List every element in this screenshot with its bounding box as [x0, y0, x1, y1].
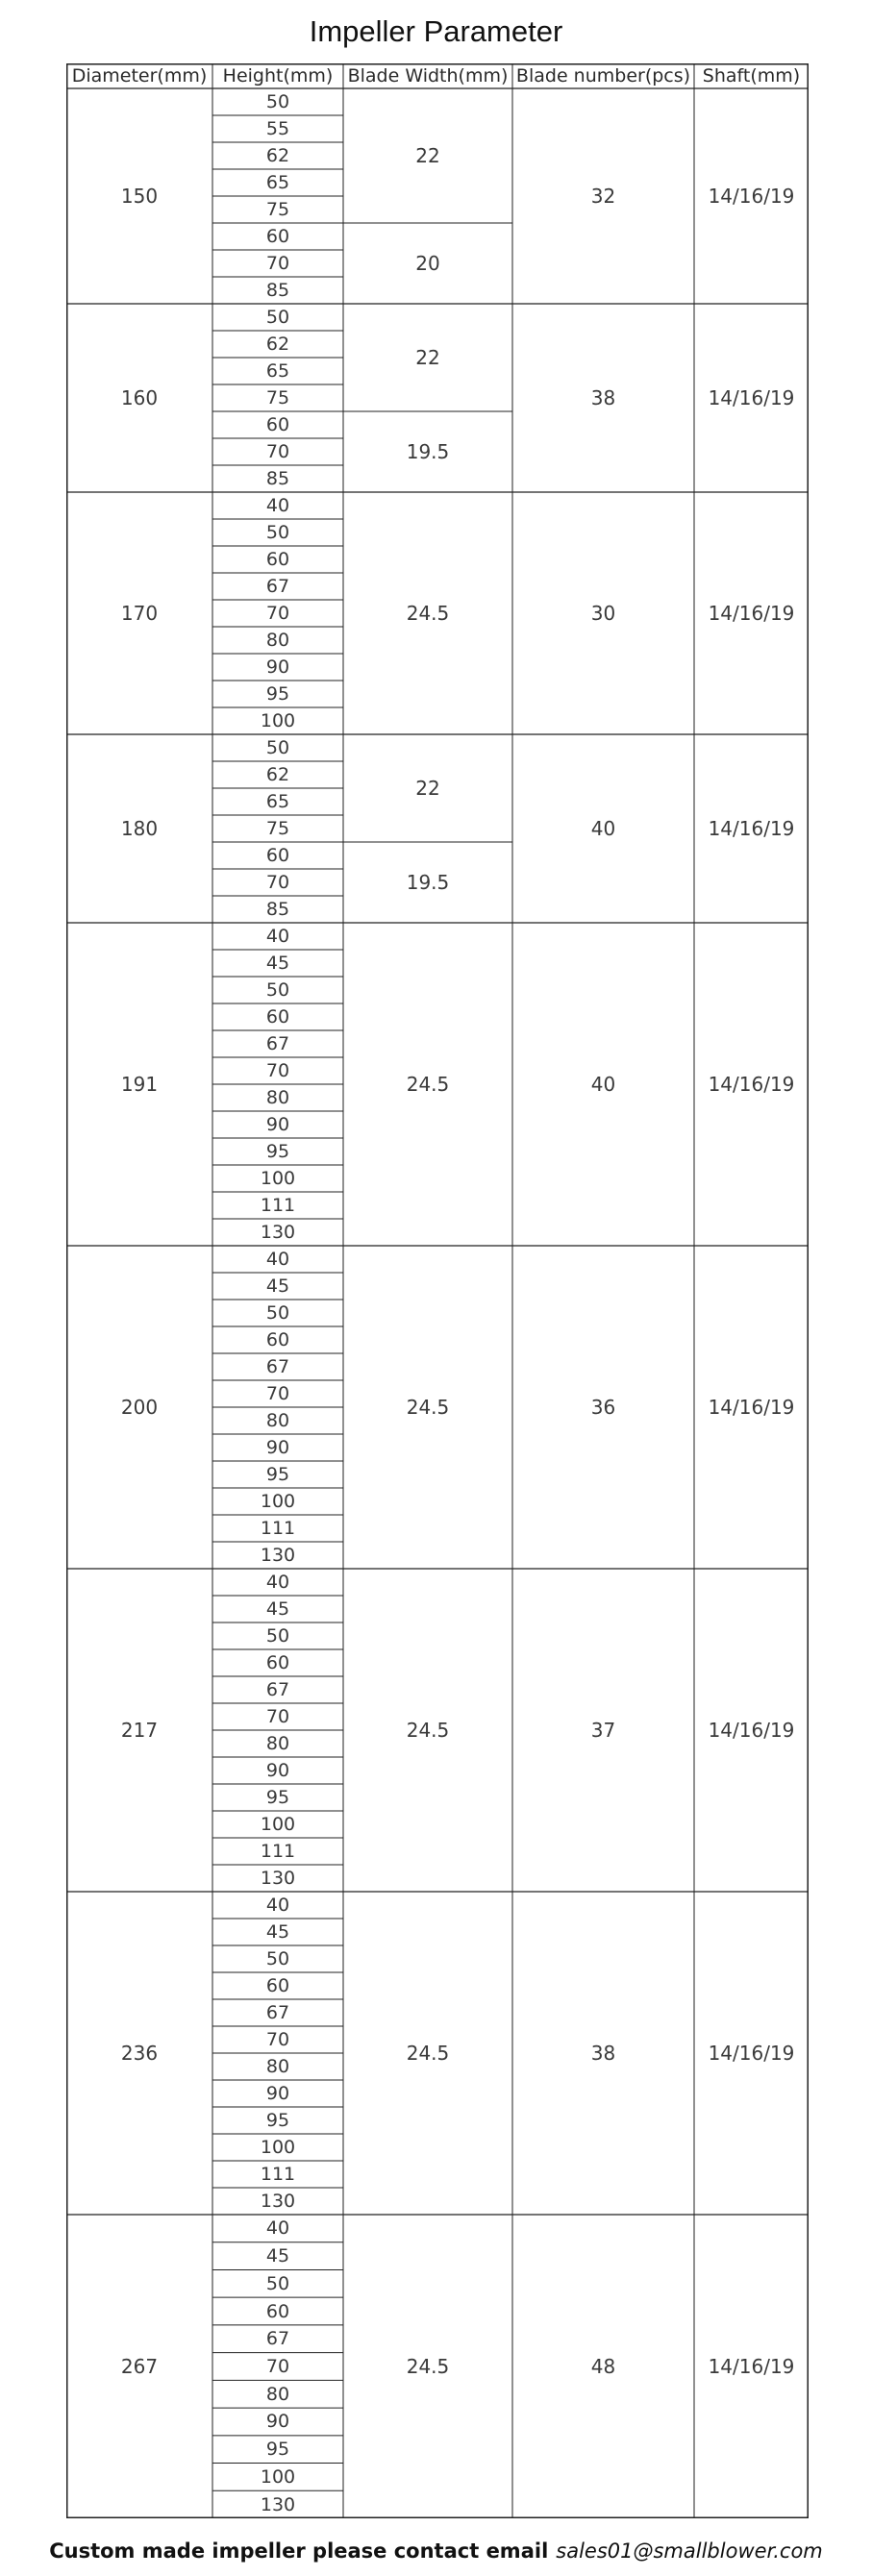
header-blade-number: Blade number(pcs) — [515, 65, 691, 87]
height-cell: 62 — [265, 764, 290, 785]
height-cell: 50 — [265, 737, 290, 758]
blade-number-cell: 37 — [590, 1719, 616, 1742]
height-cell: 50 — [265, 1302, 290, 1324]
height-cell: 75 — [265, 199, 290, 220]
blade-number-cell: 48 — [590, 2355, 616, 2378]
height-cell: 67 — [265, 1356, 290, 1377]
height-cell: 95 — [265, 1141, 290, 1162]
shaft-cell: 14/16/19 — [708, 2042, 795, 2065]
height-cell: 40 — [265, 2217, 290, 2240]
height-cell: 80 — [265, 2056, 290, 2077]
header-blade-width: Blade Width(mm) — [347, 65, 509, 87]
height-cell: 45 — [265, 953, 290, 974]
shaft-cell: 14/16/19 — [708, 386, 795, 409]
height-cell: 100 — [260, 2465, 296, 2488]
height-cell: 75 — [265, 387, 290, 409]
header-height: Height(mm) — [222, 65, 334, 87]
contact-email-link[interactable]: sales01@smallblower.com — [556, 2539, 823, 2563]
height-cell: 70 — [265, 1383, 290, 1404]
height-cell: 70 — [265, 253, 290, 274]
height-cell: 90 — [265, 656, 290, 678]
shaft-cell: 14/16/19 — [708, 2355, 795, 2378]
height-cell: 95 — [265, 683, 290, 705]
diameter-cell: 180 — [120, 817, 159, 840]
height-cell: 85 — [265, 280, 290, 301]
height-cell: 80 — [265, 1087, 290, 1108]
header-shaft: Shaft(mm) — [702, 65, 801, 87]
blade-width-cell: 22 — [415, 777, 440, 800]
blade-number-cell: 38 — [590, 2042, 616, 2065]
height-cell: 60 — [265, 1652, 290, 1673]
diameter-cell: 200 — [120, 1396, 159, 1419]
height-cell: 130 — [260, 1868, 296, 1889]
height-cell: 90 — [265, 2083, 290, 2104]
height-cell: 70 — [265, 441, 290, 462]
height-cell: 80 — [265, 1410, 290, 1431]
height-cell: 50 — [265, 307, 290, 328]
blade-width-cell: 24.5 — [406, 1719, 450, 1742]
height-cell: 70 — [265, 603, 290, 624]
height-cell: 90 — [265, 1114, 290, 1135]
blade-width-cell: 19.5 — [406, 871, 450, 894]
blade-width-cell: 24.5 — [406, 2355, 450, 2378]
page-title: Impeller Parameter — [309, 14, 563, 48]
height-cell: 50 — [265, 2272, 290, 2294]
height-cell: 70 — [265, 2355, 290, 2377]
header-diameter: Diameter(mm) — [71, 65, 208, 87]
blade-number-cell: 40 — [590, 817, 616, 840]
footer-contact — [0, 2532, 872, 2570]
shaft-cell: 14/16/19 — [708, 817, 795, 840]
blade-width-cell: 24.5 — [406, 2042, 450, 2065]
height-cell: 111 — [260, 2164, 296, 2185]
height-cell: 40 — [265, 1249, 290, 1270]
height-cell: 55 — [265, 118, 290, 139]
footer-text: Custom made impeller please contact email — [49, 2539, 549, 2563]
height-cell: 60 — [265, 414, 290, 435]
height-cell: 100 — [260, 2137, 296, 2158]
height-cell: 50 — [265, 1948, 290, 1969]
height-cell: 60 — [265, 226, 290, 247]
height-cell: 70 — [265, 2029, 290, 2050]
diameter-cell: 160 — [120, 386, 159, 409]
height-cell: 95 — [265, 2439, 290, 2461]
height-cell: 100 — [260, 1491, 296, 1512]
height-cell: 67 — [265, 1033, 290, 1054]
blade-width-cell: 20 — [415, 252, 440, 275]
height-cell: 60 — [265, 845, 290, 866]
height-cell: 50 — [265, 91, 290, 112]
height-cell: 85 — [265, 468, 290, 489]
shaft-cell: 14/16/19 — [708, 1073, 795, 1096]
height-cell: 90 — [265, 1760, 290, 1781]
height-cell: 40 — [265, 1895, 290, 1916]
height-cell: 130 — [260, 1222, 296, 1243]
height-cell: 45 — [265, 1276, 290, 1297]
shaft-cell: 14/16/19 — [708, 185, 795, 208]
height-cell: 100 — [260, 1814, 296, 1835]
shaft-cell: 14/16/19 — [708, 1719, 795, 1742]
height-cell: 50 — [265, 522, 290, 543]
height-cell: 80 — [265, 1733, 290, 1754]
height-cell: 80 — [265, 630, 290, 651]
height-cell: 111 — [260, 1841, 296, 1862]
blade-number-cell: 30 — [590, 602, 616, 625]
height-cell: 75 — [265, 818, 290, 839]
blade-width-cell: 24.5 — [406, 602, 450, 625]
height-cell: 45 — [265, 1921, 290, 1943]
height-cell: 100 — [260, 710, 296, 731]
height-cell: 80 — [265, 2383, 290, 2405]
diameter-cell: 267 — [120, 2355, 159, 2378]
height-cell: 65 — [265, 791, 290, 812]
height-cell: 70 — [265, 1706, 290, 1727]
shaft-cell: 14/16/19 — [708, 602, 795, 625]
height-cell: 130 — [260, 1545, 296, 1566]
height-cell: 50 — [265, 1625, 290, 1647]
height-cell: 40 — [265, 495, 290, 516]
height-cell: 95 — [265, 1787, 290, 1808]
height-cell: 90 — [265, 1437, 290, 1458]
height-cell: 40 — [265, 926, 290, 947]
height-cell: 67 — [265, 2002, 290, 2023]
shaft-cell: 14/16/19 — [708, 1396, 795, 1419]
height-cell: 60 — [265, 1329, 290, 1350]
height-cell: 65 — [265, 172, 290, 193]
height-cell: 70 — [265, 1060, 290, 1081]
diameter-cell: 191 — [120, 1073, 159, 1096]
height-cell: 95 — [265, 1464, 290, 1485]
height-cell: 100 — [260, 1168, 296, 1189]
height-cell: 67 — [265, 2328, 290, 2350]
blade-number-cell: 32 — [590, 185, 616, 208]
height-cell: 40 — [265, 1572, 290, 1593]
height-cell: 130 — [260, 2191, 296, 2212]
height-cell: 60 — [265, 2300, 290, 2322]
height-cell: 111 — [260, 1518, 296, 1539]
height-cell: 45 — [265, 1598, 290, 1620]
height-cell: 60 — [265, 1975, 290, 1996]
height-cell: 50 — [265, 979, 290, 1001]
blade-width-cell: 24.5 — [406, 1073, 450, 1096]
diameter-cell: 150 — [120, 185, 159, 208]
height-cell: 90 — [265, 2411, 290, 2433]
height-cell: 62 — [265, 145, 290, 166]
height-cell: 70 — [265, 872, 290, 893]
blade-width-cell: 22 — [415, 346, 440, 369]
height-cell: 62 — [265, 334, 290, 355]
diameter-cell: 217 — [120, 1719, 159, 1742]
blade-width-cell: 19.5 — [406, 440, 450, 463]
height-cell: 95 — [265, 2110, 290, 2131]
height-cell: 67 — [265, 576, 290, 597]
height-cell: 111 — [260, 1195, 296, 1216]
height-cell: 60 — [265, 549, 290, 570]
diameter-cell: 236 — [120, 2042, 159, 2065]
height-cell: 85 — [265, 899, 290, 920]
blade-number-cell: 38 — [590, 386, 616, 409]
blade-number-cell: 40 — [590, 1073, 616, 1096]
blade-width-cell: 22 — [415, 144, 440, 167]
diameter-cell: 170 — [120, 602, 159, 625]
blade-number-cell: 36 — [590, 1396, 616, 1419]
height-cell: 45 — [265, 2245, 290, 2267]
height-cell: 130 — [260, 2493, 296, 2515]
height-cell: 67 — [265, 1679, 290, 1700]
impeller-parameter-table — [66, 63, 809, 2518]
height-cell: 65 — [265, 360, 290, 382]
height-cell: 60 — [265, 1006, 290, 1028]
blade-width-cell: 24.5 — [406, 1396, 450, 1419]
